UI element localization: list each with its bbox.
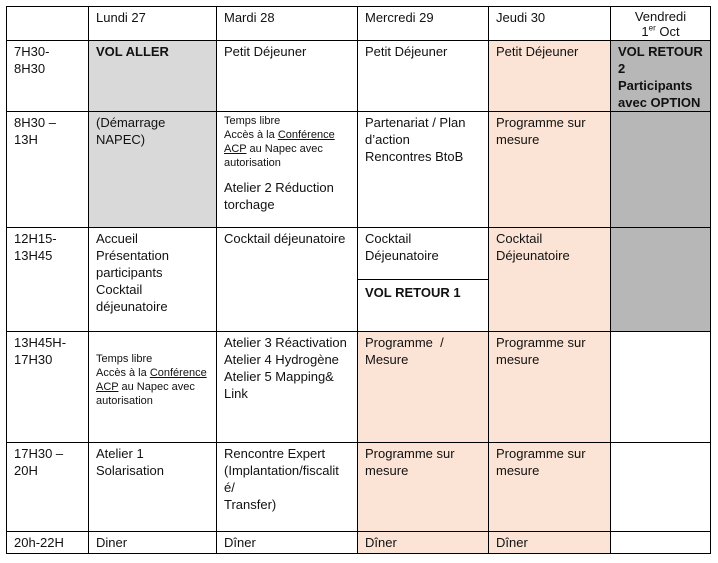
mon-vol-aller <box>89 41 217 112</box>
conference-link[interactable]: Conférence <box>277 129 335 141</box>
header-monday-label: Lundi 27 <box>96 10 146 25</box>
access-line <box>96 366 209 380</box>
header-wednesday-label: Mercredi 29 <box>365 10 434 25</box>
header-corner <box>6 6 89 41</box>
thu-cocktail-line: Cocktail <box>496 231 543 246</box>
fri-vol-retour-line: VOL RETOUR <box>618 44 703 59</box>
tue-atelier-line: Atelier 4 Hydrogène <box>224 352 339 367</box>
wed-cocktail-line: Cocktail <box>365 231 412 246</box>
mon-diner <box>89 532 217 554</box>
wed-programme-line: Programme sur <box>365 446 455 461</box>
thu-programme-line: mesure <box>496 132 540 147</box>
time-slot-2-start: 8H30 – <box>14 115 56 130</box>
wed-vol-retour-1 <box>358 280 489 332</box>
access-line <box>224 128 350 142</box>
tue-rencontre-line: Transfer) <box>224 497 277 512</box>
fri-vol-retour-line: Participants <box>618 78 693 93</box>
fri-empty <box>611 332 711 443</box>
mon-demarrage-line: NAPEC) <box>96 132 146 147</box>
thu-petit-dejeuner-text: Petit Déjeuner <box>496 44 579 59</box>
thu-programme-mesure <box>489 112 611 228</box>
time-slot-5 <box>6 443 89 532</box>
tue-cocktail-text: Cocktail déjeunatoire <box>224 231 346 246</box>
time-slot-4 <box>6 332 89 443</box>
tue-rencontre-expert <box>217 443 358 532</box>
tue-petit-dejeuner <box>217 41 358 112</box>
time-slot-1 <box>6 41 89 112</box>
tue-temps-libre <box>217 112 358 228</box>
acp-link[interactable]: ACP <box>96 381 119 393</box>
friday-day-number: 1 <box>641 24 649 39</box>
tue-diner <box>217 532 358 554</box>
time-slot-5-start: 17H30 – <box>14 446 64 461</box>
fri-vol-retour-2 <box>611 41 711 112</box>
header-friday <box>611 6 711 41</box>
wed-cocktail <box>358 228 489 280</box>
thu-programme-line: mesure <box>496 352 540 367</box>
time-slot-3 <box>6 228 89 332</box>
thu-petit-dejeuner <box>489 41 611 112</box>
header-thursday <box>489 6 611 41</box>
tue-atelier-2 <box>224 179 350 213</box>
time-slot-4-start: 13H45H- <box>14 335 67 350</box>
tue-atelier-line: Atelier 3 Réactivation <box>224 335 347 350</box>
thu-cocktail-line: Déjeunatoire <box>496 248 570 263</box>
time-slot-6 <box>6 532 89 554</box>
wed-vol-retour-text: VOL RETOUR 1 <box>365 285 461 300</box>
thu-diner-text: Dîner <box>496 535 528 550</box>
fri-empty <box>611 532 711 554</box>
mon-accueil-line: Cocktail <box>96 282 143 297</box>
wed-petit-dejeuner-text: Petit Déjeuner <box>365 44 448 59</box>
napec-text: au Napec avec <box>118 381 195 393</box>
thu-programme-mesure <box>489 332 611 443</box>
schedule-table <box>6 6 711 554</box>
wed-cocktail-line: Déjeunatoire <box>365 248 439 263</box>
header-wednesday <box>358 6 489 41</box>
wed-diner-text: Dîner <box>365 535 397 550</box>
tue-free-time-note <box>224 114 350 170</box>
time-slot-2-end: 13H <box>14 132 38 147</box>
wed-partenariat <box>358 112 489 228</box>
wed-petit-dejeuner <box>358 41 489 112</box>
wed-programme-mesure <box>358 332 489 443</box>
wed-programme-line: mesure <box>365 463 409 478</box>
thu-programme-line: Programme sur <box>496 446 586 461</box>
header-thursday-label: Jeudi 30 <box>496 10 546 25</box>
tue-atelier-line: Link <box>224 386 248 401</box>
time-slot-1-end: 8H30 <box>14 61 46 76</box>
access-text: Accès à la <box>224 129 278 141</box>
fri-empty <box>611 443 711 532</box>
thu-programme-line: mesure <box>496 463 540 478</box>
mon-accueil <box>89 228 217 332</box>
wed-programme-mesure <box>358 443 489 532</box>
thu-programme-mesure <box>489 443 611 532</box>
friday-day-suffix: er <box>648 23 656 33</box>
acp-line <box>224 142 350 156</box>
mon-accueil-line: déjeunatoire <box>96 299 168 314</box>
authorization-text: autorisation <box>96 395 153 407</box>
mon-free-time-note <box>96 352 209 408</box>
fri-vol-retour-line: avec OPTION <box>618 95 701 110</box>
tue-petit-dejeuner-text: Petit Déjeuner <box>224 44 307 59</box>
tue-rencontre-line: é/ <box>224 480 235 495</box>
header-monday <box>89 6 217 41</box>
thu-programme-line: Programme sur <box>496 335 586 350</box>
wed-partenariat-line: Rencontres BtoB <box>365 149 464 164</box>
acp-line <box>96 380 209 394</box>
time-slot-2 <box>6 112 89 228</box>
mon-accueil-line: Présentation <box>96 248 169 263</box>
mon-diner-text: Diner <box>96 535 128 550</box>
atelier-2-line: torchage <box>224 197 275 212</box>
header-friday-date <box>618 24 703 39</box>
tue-cocktail <box>217 228 358 332</box>
tue-rencontre-line: Rencontre Expert <box>224 446 326 461</box>
conference-link[interactable]: Conférence <box>149 367 207 379</box>
time-slot-4-end: 17H30 <box>14 352 53 367</box>
acp-link[interactable]: ACP <box>224 143 247 155</box>
tue-rencontre-line: (Implantation/fiscalit <box>224 463 339 478</box>
wed-partenariat-line: d’action <box>365 132 410 147</box>
time-slot-6-label: 20h-22H <box>14 535 64 550</box>
authorization-text: autorisation <box>224 157 281 169</box>
thu-cocktail <box>489 228 611 332</box>
mon-atelier-line: Atelier 1 <box>96 446 144 461</box>
header-friday-label: Vendredi <box>634 9 687 24</box>
time-slot-5-end: 20H <box>14 463 38 478</box>
tue-diner-text: Dîner <box>224 535 256 550</box>
header-tuesday <box>217 6 358 41</box>
thu-programme-line: Programme sur <box>496 115 586 130</box>
mon-temps-libre <box>89 332 217 443</box>
time-slot-1-start: 7H30- <box>14 44 50 59</box>
free-time-label: Temps libre <box>224 115 281 127</box>
wed-diner <box>358 532 489 554</box>
mon-atelier-1 <box>89 443 217 532</box>
time-slot-3-end: 13H45 <box>14 248 53 263</box>
fri-unavailable <box>611 112 711 228</box>
napec-text: au Napec avec <box>246 143 323 155</box>
time-slot-3-start: 12H15- <box>14 231 57 246</box>
tue-ateliers <box>217 332 358 443</box>
fri-unavailable <box>611 228 711 332</box>
access-text: Accès à la <box>96 367 150 379</box>
wed-programme-line: Mesure <box>365 352 409 367</box>
free-time-label: Temps libre <box>96 353 153 365</box>
mon-demarrage-napec <box>89 112 217 228</box>
mon-vol-aller-text: VOL ALLER <box>96 44 169 59</box>
header-tuesday-label: Mardi 28 <box>224 10 275 25</box>
wed-partenariat-line: Partenariat / Plan <box>365 115 466 130</box>
wed-programme-line: Programme / <box>365 335 444 350</box>
mon-accueil-line: participants <box>96 265 163 280</box>
mon-accueil-line: Accueil <box>96 231 138 246</box>
friday-month: Oct <box>655 24 680 39</box>
fri-vol-retour-line: 2 <box>618 61 626 76</box>
atelier-2-line: Atelier 2 Réduction <box>224 180 334 195</box>
tue-atelier-line: Atelier 5 Mapping& <box>224 369 334 384</box>
mon-atelier-line: Solarisation <box>96 463 164 478</box>
mon-demarrage-line: (Démarrage <box>96 115 166 130</box>
thu-diner <box>489 532 611 554</box>
